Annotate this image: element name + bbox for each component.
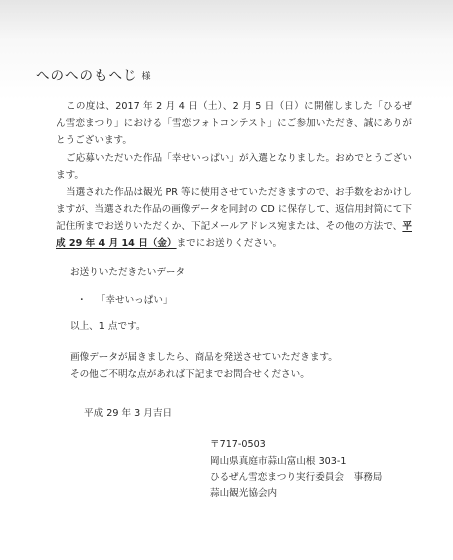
paragraph-selection: ご応募いただいた作品「幸せいっぱい」が入選となりました。おめでとうございます。 [56,153,412,181]
recipient-honorific: 様 [141,72,151,82]
work-title: 「幸せいっぱい」 [100,295,173,306]
data-list-item [77,292,173,309]
page-shadow [0,0,453,40]
sender-address: 岡山県真庭市蒜山富山根 303-1 [210,456,347,467]
request-main: 当選された作品は観光 PR 等に使用させていただきますので、お手数をおかけしますが、当選された作品の画像データを同封の CD に保存して、返信用封筒にて下記住所までお送りいただくか、下記メールアドレス宛または、その他の方法で、 [56,187,412,232]
letter-date: 平成 29 年 3 月吉日 [84,408,173,419]
data-request-label: お送りいただきたいデータ [70,267,186,278]
bullet-mark: ・ [77,295,87,306]
request-tail: までにお送りください。 [176,238,283,249]
recipient-name: へのへのもへじ [36,68,138,84]
paragraph-request [56,184,412,252]
sender-association: 蒜山観光協会内 [210,488,278,499]
sender-postal-code: 〒717-0503 [210,439,266,450]
paragraph-thanks: この度は、2017 年 2 月 4 日（土）、2 月 5 日（日）に開催しました「ひるぜん雪恋まつり」における「雪恋フォトコンテスト」にご参加いただき、誠にありがとうございます。 [56,101,412,146]
recipient-line [36,64,151,84]
deadline-date: 平成 29 年 4 月 14 日（金） [56,221,412,249]
item-count: 以上、1 点です。 [70,321,146,332]
closing-contact: その他ご不明な点があれば下記までお問合せください。 [70,369,310,380]
closing-shipping: 画像データが届きましたら、商品を発送させていただきます。 [70,352,338,363]
sender-committee: ひるぜん雪恋まつり実行委員会 事務局 [210,472,383,483]
